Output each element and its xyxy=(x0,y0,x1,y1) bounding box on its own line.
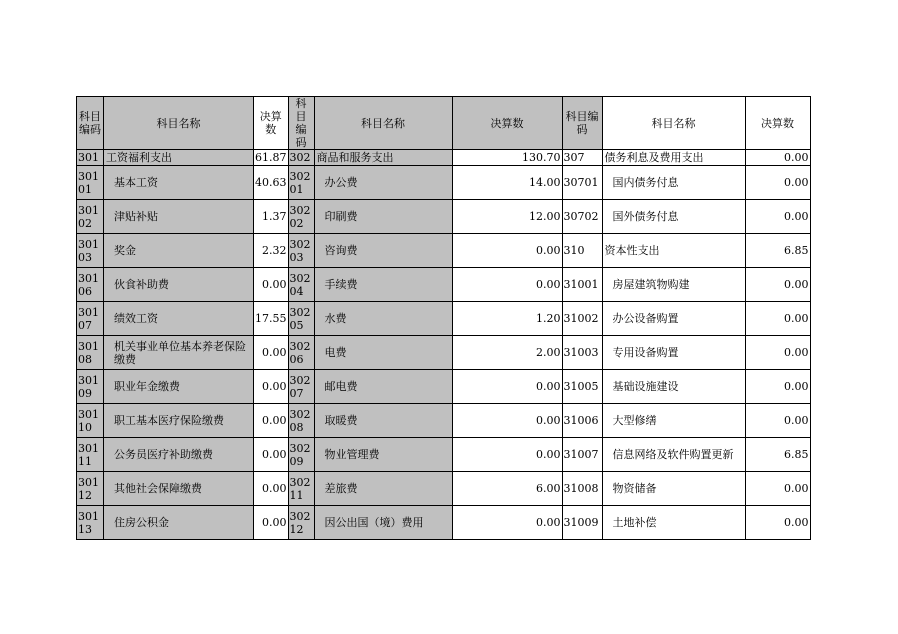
cell-name-1: 职业年金缴费 xyxy=(104,370,254,404)
cell-name-1: 住房公积金 xyxy=(104,506,254,540)
table-row xyxy=(77,370,811,404)
table-row xyxy=(77,404,811,438)
cell-name-2: 印刷费 xyxy=(314,200,452,234)
cell-name-3: 办公设备购置 xyxy=(602,302,745,336)
cell-code-3: 31001 xyxy=(562,268,602,302)
cell-code-3: 30701 xyxy=(562,166,602,200)
table-row xyxy=(77,302,811,336)
cell-amount-2: 12.00 xyxy=(452,200,562,234)
cell-name-3: 信息网络及软件购置更新 xyxy=(602,438,745,472)
cell-amount-3: 0.00 xyxy=(745,150,810,166)
cell-amount-3: 6.85 xyxy=(745,438,810,472)
cell-amount-3: 0.00 xyxy=(745,506,810,540)
cell-code-1: 30109 xyxy=(77,370,104,404)
cell-amount-3: 0.00 xyxy=(745,302,810,336)
cell-name-1: 职工基本医疗保险缴费 xyxy=(104,404,254,438)
cell-code-2: 30201 xyxy=(288,166,314,200)
cell-code-2: 30206 xyxy=(288,336,314,370)
cell-name-2: 咨询费 xyxy=(314,234,452,268)
cell-code-1: 30102 xyxy=(77,200,104,234)
header-code-mid: 科目编码 xyxy=(288,97,314,150)
cell-code-1: 30107 xyxy=(77,302,104,336)
header-name: 科目名称 xyxy=(104,97,254,150)
table-row xyxy=(77,268,811,302)
table-row xyxy=(77,166,811,200)
cell-amount-1: 0.00 xyxy=(254,438,289,472)
cell-code-2: 30204 xyxy=(288,268,314,302)
cell-code-1: 30108 xyxy=(77,336,104,370)
cell-name-2: 差旅费 xyxy=(314,472,452,506)
cell-amount-2: 0.00 xyxy=(452,404,562,438)
cell-amount-2: 0.00 xyxy=(452,438,562,472)
header-row xyxy=(77,97,811,150)
cell-name-3: 大型修缮 xyxy=(602,404,745,438)
table-row xyxy=(77,150,811,166)
cell-code-3: 307 xyxy=(562,150,602,166)
cell-name-2: 水费 xyxy=(314,302,452,336)
cell-amount-2: 0.00 xyxy=(452,506,562,540)
cell-code-1: 301 xyxy=(77,150,104,166)
cell-name-3: 专用设备购置 xyxy=(602,336,745,370)
cell-name-2: 商品和服务支出 xyxy=(314,150,452,166)
cell-code-3: 31007 xyxy=(562,438,602,472)
cell-name-2: 取暖费 xyxy=(314,404,452,438)
cell-code-1: 30110 xyxy=(77,404,104,438)
cell-code-2: 30205 xyxy=(288,302,314,336)
cell-amount-1: 40.63 xyxy=(254,166,289,200)
cell-amount-3: 0.00 xyxy=(745,472,810,506)
cell-code-2: 302 xyxy=(288,150,314,166)
cell-code-3: 31008 xyxy=(562,472,602,506)
cell-amount-1: 1.37 xyxy=(254,200,289,234)
cell-code-1: 30101 xyxy=(77,166,104,200)
cell-name-1: 伙食补助费 xyxy=(104,268,254,302)
cell-code-3: 31002 xyxy=(562,302,602,336)
cell-amount-3: 0.00 xyxy=(745,200,810,234)
cell-amount-1: 0.00 xyxy=(254,404,289,438)
cell-code-2: 30202 xyxy=(288,200,314,234)
cell-amount-1: 17.55 xyxy=(254,302,289,336)
table-row xyxy=(77,472,811,506)
cell-name-2: 电费 xyxy=(314,336,452,370)
cell-code-1: 30113 xyxy=(77,506,104,540)
cell-code-3: 310 xyxy=(562,234,602,268)
cell-code-3: 31003 xyxy=(562,336,602,370)
cell-name-3: 国内债务付息 xyxy=(602,166,745,200)
cell-code-1: 30103 xyxy=(77,234,104,268)
cell-amount-2: 6.00 xyxy=(452,472,562,506)
cell-amount-3: 6.85 xyxy=(745,234,810,268)
cell-amount-3: 0.00 xyxy=(745,370,810,404)
cell-name-1: 机关事业单位基本养老保险缴费 xyxy=(104,336,254,370)
cell-code-2: 30203 xyxy=(288,234,314,268)
cell-amount-1: 0.00 xyxy=(254,370,289,404)
cell-name-1: 奖金 xyxy=(104,234,254,268)
cell-name-3: 债务利息及费用支出 xyxy=(602,150,745,166)
cell-amount-2: 2.00 xyxy=(452,336,562,370)
cell-code-3: 31006 xyxy=(562,404,602,438)
table-row xyxy=(77,336,811,370)
cell-amount-3: 0.00 xyxy=(745,336,810,370)
cell-name-1: 绩效工资 xyxy=(104,302,254,336)
header-amount-right: 决算数 xyxy=(745,97,810,150)
cell-code-3: 30702 xyxy=(562,200,602,234)
cell-name-3: 物资储备 xyxy=(602,472,745,506)
cell-name-2: 因公出国（境）费用 xyxy=(314,506,452,540)
header-amount-mid: 决算数 xyxy=(452,97,562,150)
cell-code-2: 30207 xyxy=(288,370,314,404)
cell-name-3: 房屋建筑物购建 xyxy=(602,268,745,302)
cell-name-3: 国外债务付息 xyxy=(602,200,745,234)
cell-name-1: 津贴补贴 xyxy=(104,200,254,234)
cell-code-2: 30211 xyxy=(288,472,314,506)
cell-name-2: 办公费 xyxy=(314,166,452,200)
cell-name-3: 土地补偿 xyxy=(602,506,745,540)
cell-code-1: 30106 xyxy=(77,268,104,302)
cell-code-2: 30208 xyxy=(288,404,314,438)
cell-name-1: 公务员医疗补助缴费 xyxy=(104,438,254,472)
cell-amount-1: 61.87 xyxy=(255,151,287,164)
cell-amount-1: 0.00 xyxy=(254,336,289,370)
cell-code-3: 31009 xyxy=(562,506,602,540)
cell-name-1: 其他社会保障缴费 xyxy=(104,472,254,506)
cell-code-1: 30111 xyxy=(77,438,104,472)
table-row xyxy=(77,200,811,234)
table-row xyxy=(77,506,811,540)
cell-amount-2: 0.00 xyxy=(452,234,562,268)
table-row xyxy=(77,438,811,472)
header-name-mid: 科目名称 xyxy=(314,97,452,150)
cell-amount-2: 1.20 xyxy=(452,302,562,336)
cell-code-2: 30212 xyxy=(288,506,314,540)
cell-name-3: 资本性支出 xyxy=(602,234,745,268)
cell-amount-3: 0.00 xyxy=(745,268,810,302)
cell-amount-1: 0.00 xyxy=(254,506,289,540)
cell-name-1: 工资福利支出 xyxy=(104,150,254,166)
cell-amount-2: 130.70 xyxy=(452,150,562,166)
cell-amount-2: 14.00 xyxy=(452,166,562,200)
cell-amount-3: 0.00 xyxy=(745,166,810,200)
cell-amount-3: 0.00 xyxy=(745,404,810,438)
header-amount: 决算数 xyxy=(254,97,289,150)
cell-code-2: 30209 xyxy=(288,438,314,472)
cell-name-2: 物业管理费 xyxy=(314,438,452,472)
cell-amount-1: 0.00 xyxy=(254,472,289,506)
cell-name-2: 手续费 xyxy=(314,268,452,302)
budget-table xyxy=(76,96,811,540)
cell-code-3: 31005 xyxy=(562,370,602,404)
table-row xyxy=(77,234,811,268)
cell-name-1: 基本工资 xyxy=(104,166,254,200)
cell-amount-2: 0.00 xyxy=(452,268,562,302)
cell-amount-2: 0.00 xyxy=(452,370,562,404)
cell-amount-1: 0.00 xyxy=(254,268,289,302)
cell-name-3: 基础设施建设 xyxy=(602,370,745,404)
cell-code-1: 30112 xyxy=(77,472,104,506)
cell-amount-1: 2.32 xyxy=(254,234,289,268)
header-name-right: 科目名称 xyxy=(602,97,745,150)
header-code-right: 科目编码 xyxy=(562,97,602,150)
header-code: 科目编码 xyxy=(77,97,104,150)
cell-name-2: 邮电费 xyxy=(314,370,452,404)
